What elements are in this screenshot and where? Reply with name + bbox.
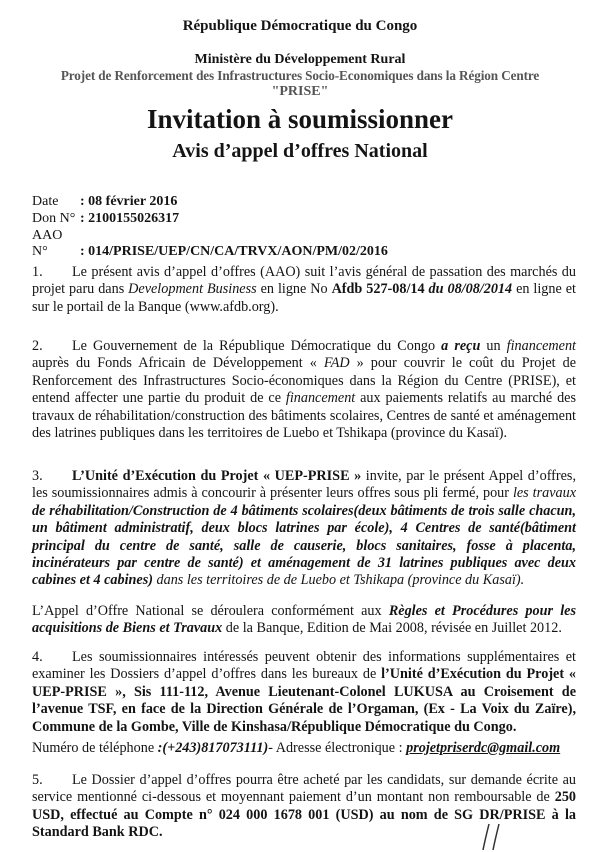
- text: Le Dossier d’appel d’offres pourra être acheté par les candidats, sur demande écrite au service mentionné ci-dessous et moyennant paiement d’un montant non remboursable de: [32, 772, 576, 806]
- location: dans les territoires de de Luebo et Tshikapa (province du Kasaï).: [152, 572, 525, 589]
- email-link[interactable]: projetpriserdc@gmail.com: [406, 740, 561, 756]
- text: aux paiements relatifs au marché des travaux de réhabilitation/construction des bâtiments scolaires, Centres de santé et aménagement des latrines publiques dans les territoires de Luebo et Tshikapa (province du Kasaï).: [32, 390, 576, 442]
- paragraph-4: [32, 649, 576, 736]
- text: L’Appel d’Offre National se déroulera conformément aux: [32, 603, 389, 619]
- text: un: [480, 338, 507, 354]
- paragraph-1: [32, 264, 576, 316]
- paragraph-number: 4.: [32, 649, 43, 665]
- works-description: de réhabilitation/Construction de 4 bâtiments scolaires(deux bâtiments de trois salle chacun, un bâtiment administratif, deux blocs latrines par école), 4 Centres de santé(bâtiment principal du centre de santé, salle de causerie, blocs sanitaires, fosse à placenta, incinérateurs par centre de santé) et aménagement de 31 latrines publiques avec deux cabines et 4 cabines): [32, 502, 576, 589]
- project-acronym: "PRISE": [271, 84, 329, 99]
- date-label: Date: [32, 194, 59, 209]
- paragraph-2: [32, 338, 576, 442]
- text: Le présent avis d’appel d’offres (AAO) suit l’avis général de passation des marchés du projet paru dans: [32, 264, 576, 298]
- aao-line: [32, 228, 388, 260]
- date-line: [32, 194, 177, 210]
- don-line: [32, 211, 179, 227]
- don-label: Don N°: [32, 211, 76, 226]
- rules-title: Règles et Procédures pour les acquisitions de Biens et Travaux: [32, 603, 576, 637]
- emphasis: les travaux: [512, 485, 576, 502]
- don-value: : 2100155026317: [80, 211, 180, 226]
- republic-heading: République Démocratique du Congo: [182, 18, 418, 34]
- date-value: : 08 février 2016: [80, 194, 178, 209]
- phone-number: :(+243)817073111): [157, 740, 269, 756]
- publication-name: Development Business: [128, 281, 257, 298]
- contact-line: [32, 740, 576, 757]
- paragraph-3: [32, 468, 576, 590]
- publication-date: du 08/08/2014: [424, 281, 513, 298]
- text: en ligne No: [256, 281, 332, 298]
- text: de la Banque, Edition de Mai 2008, révisée en Juillet 2012.: [222, 620, 562, 637]
- project-heading: Projet de Renforcement des Infrastructures Socio-Economiques dans la Région Centre: [60, 68, 540, 83]
- signature-mark: [475, 822, 515, 852]
- paragraph-number: 2.: [32, 338, 43, 354]
- text: invite, par le présent Appel d’offres, les soumissionnaires admis à concourir à présenter leurs offres sous pli fermé, pour: [32, 468, 576, 502]
- document-subtitle: Avis d’appel d’offres National: [172, 140, 428, 162]
- text: en ligne et sur le portail de la Banque (www.afdb.org).: [32, 281, 576, 315]
- emphasis: financement: [506, 338, 576, 354]
- text: auprès du Fonds Africain de Développement «: [32, 355, 324, 372]
- payment-details: 250 USD, effectué au Compte n° 024 000 1678 001 (USD) au nom de SG DR/PRISE à la Standard Bank RDC.: [32, 789, 576, 841]
- aao-value: : 014/PRISE/UEP/CN/CA/TRVX/AON/PM/02/2016: [80, 244, 388, 259]
- document-title: Invitation à soumissionner: [146, 104, 454, 134]
- paragraph-number: 3.: [32, 468, 43, 484]
- text: Le Gouvernement de la République Démocratique du Congo: [72, 338, 442, 354]
- emphasis: financement: [285, 390, 356, 407]
- ministry-heading: Ministère du Développement Rural: [194, 52, 406, 67]
- paragraph-3b: [32, 603, 576, 638]
- text: » pour couvrir le coût du Projet de Renforcement des Infrastructures Socio-économiques dans la Région du Centre (PRISE), et entend affecter une partie du produit de ce: [32, 355, 576, 407]
- email-label: - Adresse électronique :: [268, 740, 407, 756]
- publication-ref: Afdb 527-08/14: [331, 281, 425, 298]
- office-address: l’Unité d’Exécution du Projet « UEP-PRISE », Sis 111-112, Avenue Lieutenant-Colonel LUKUSA au Croisement de l’avenue TSF, en face de la Direction Générale de l’Orgaman, (Ex - La Voix du Zaïre), Commune de la Gombe, Ville de Kinshasa/République Démocratique du Congo.: [32, 666, 577, 735]
- fund-acronym: FAD: [323, 355, 350, 372]
- emphasis: a reçu: [441, 338, 481, 354]
- unit-name: L’Unité d’Exécution du Projet « UEP-PRISE »: [72, 468, 362, 484]
- aao-label: AAO N°: [32, 228, 63, 259]
- phone-label: Numéro de téléphone: [32, 740, 158, 756]
- paragraph-number: 1.: [32, 264, 43, 280]
- paragraph-number: 5.: [32, 772, 43, 788]
- text: Les soumissionnaires intéressés peuvent obtenir des informations supplémentaires et examiner les Dossiers d’appel d’offres dans les bureaux de: [32, 649, 576, 683]
